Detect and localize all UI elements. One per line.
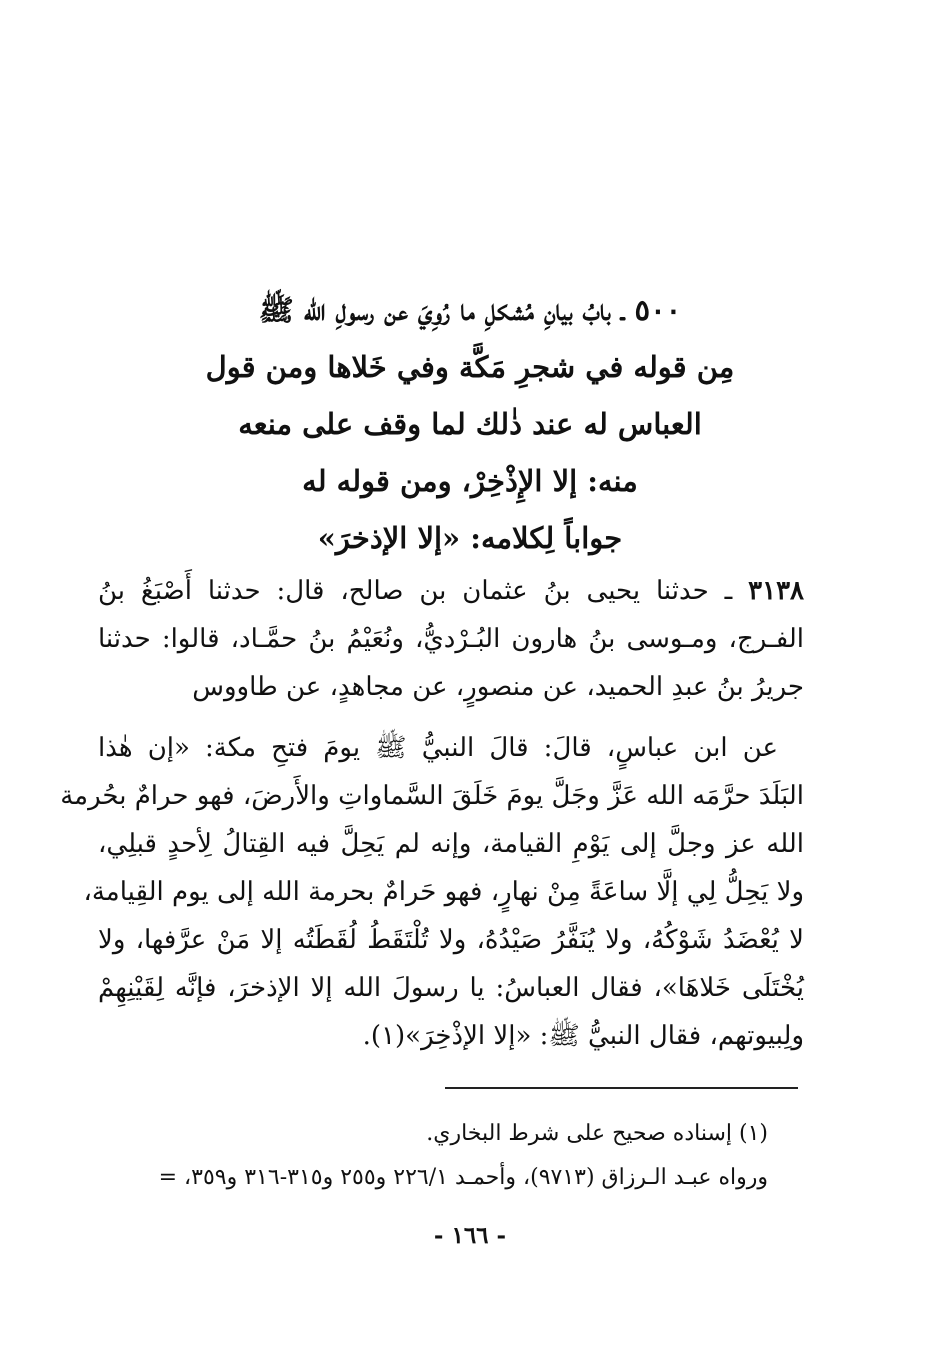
footnote-line: (١) إسناده صحيح على شرط البخاري.: [426, 1121, 768, 1146]
hadith-text-paragraph: [60, 724, 804, 1060]
text-line: عن ابن عباسٍ، قالَ: قالَ النبيُّ ﷺ يومَ فتحِ مكة: «إن هٰذا: [98, 733, 778, 763]
text-line: [98, 567, 804, 615]
heading-line: جواباً لِكلامه: «إلا الإذخرَ»: [317, 521, 623, 555]
heading-line: العباس له عند ذٰلك لما وقف على منعه: [238, 407, 702, 441]
hadith-chain-paragraph: [98, 567, 804, 711]
footnotes: [70, 1112, 768, 1200]
text-line: ولِبيوتهم، فقال النبيُّ ﷺ: «إلا الإذْخِرَ»(١).: [362, 1021, 804, 1051]
text-line-content: ـ حدثنا يحيى بنُ عثمان بن صالح، قال: حدثنا أَصْبَغُ بنُ: [98, 576, 749, 606]
text-line: الفـرج، ومـوسى بنُ هارون البُـرْديُّ، ونُعَيْمُ بنُ حمَّـاد، قالوا: حدثنا: [98, 624, 804, 654]
text-line: ولا يَحِلُّ لِي إلَّا ساعَةً مِنْ نهارٍ، فهو حَرامٌ بحرمة الله إلى يوم القِيامة،: [83, 877, 804, 907]
text-line: لا يُعْضَدُ شَوْكُهُ، ولا يُنَفَّرُ صَيْدُهُ، ولا تُلْتَقَطُ لُقَطَتُه إلا مَنْ عرَّفها، ولا: [98, 925, 804, 955]
hadith-number: ٣١٣٨: [748, 576, 804, 606]
footnote-line: ورواه عبـد الـرزاق (٩٧١٣)، وأحمـد ٢٢٦/١ و٢٥٥ و٣١٥-٣١٦ و٣٥٩، =: [158, 1165, 768, 1190]
text-line: يُخْتَلَى خَلاهَا»، فقال العباسُ: يا رسولَ الله إلا الإذخرَ، فإنَّه لِقَيْنِهِمْ: [98, 973, 804, 1003]
text-line: جريرُ بنُ عبدِ الحميد، عن منصورٍ، عن مجاهدٍ، عن طاووس: [192, 672, 804, 702]
footnote-separator: [445, 1087, 798, 1089]
chapter-heading: [150, 282, 790, 567]
heading-line: منه: إلا الإِذْخِرْ، ومن قوله له: [302, 464, 638, 498]
page-number: - ١٦٦ -: [433, 1222, 507, 1249]
heading-line: ٥٠٠ ـ بابُ بيانِ مُشكلِ ما رُوِيَ عن رسولِ الله ﷺ: [258, 293, 682, 327]
text-line: البَلَدَ حرَّمَه الله عَزَّ وجَلَّ يومَ خَلَقَ السَّماواتِ والأَرضَ، فهو حرامٌ بحُرمة: [60, 781, 804, 811]
text-line: الله عز وجلَّ إلى يَوْمِ القيامة، وإنه لم يَحِلَّ فيه القِتالُ لِأحدٍ قبلِي،: [98, 829, 804, 859]
heading-line: مِن قوله في شجرِ مَكَّة وفي خَلاها ومن قول: [205, 350, 735, 384]
